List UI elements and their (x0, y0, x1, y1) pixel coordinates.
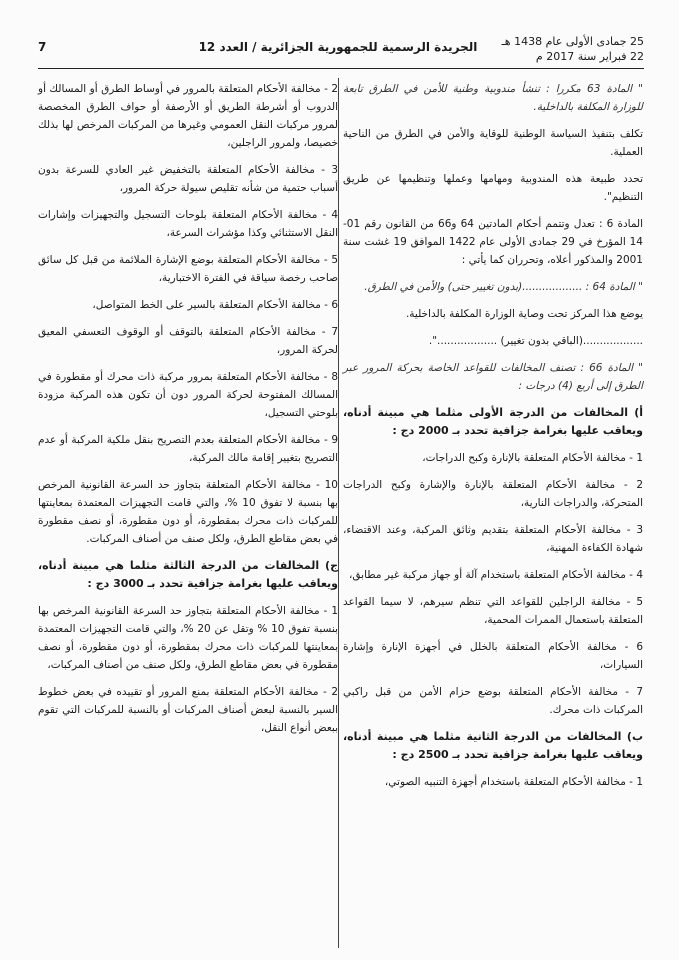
section-heading-a: أ) المخالفات من الدرجة الأولى مثلما هي مبينة أدناه، ويعاقب عليها بغرامة جزافية تحدد بـ 2000 دج : (343, 406, 643, 437)
list-item: 8 - مخالفة الأحكام المتعلقة بمرور مركبة ذات محرك أو مقطورة في المسالك المفتوحة لحركة المرور دون أن تكون هذه المركبة مزودة بلوحتي التسجيل، (38, 371, 338, 419)
issue-date (502, 34, 644, 64)
article-66: " المادة 66 : تصنف المخالفات للقواعد الخاصة بحركة المرور عبر الطرق إلى أربع (4) درجات : (343, 362, 643, 392)
paragraph: تحدد طبيعة هذه المندوبية ومهامها وعملها وتنظيمها عن طريق التنظيم". (343, 173, 643, 203)
date-hijri: 25 جمادى الأولى عام 1438 هـ (501, 35, 644, 48)
section-heading-b: ب) المخالفات من الدرجة الثانية مثلما هي مبينة أدناه، ويعاقب عليها بغرامة جزافية تحدد بـ 2500 دج : (343, 730, 643, 761)
list-item: 2 - مخالفة الأحكام المتعلقة بالمرور في أوساط الطرق أو المسالك أو الدروب أو أشرطة الطريق أو الأرصفة أو حواف الطرق المخصصة لمرور مركبات النقل العمومي وغيرها من المركبات المرخص لها بذلك خصيصا، ولمرور الراجلين، (38, 83, 338, 149)
paragraph: " المادة 63 مكررا : تنشأ مندوبية وطنية للأمن في الطرق تابعة للوزارة المكلفة بالداخلية. (343, 83, 643, 113)
list-item: 2 - مخالفة الأحكام المتعلقة بالإنارة والإشارة وكبح الدراجات المتحركة، والدراجات النارية، (343, 479, 643, 509)
column-divider (338, 78, 339, 948)
list-item: 1 - مخالفة الأحكام المتعلقة بتجاوز حد السرعة القانونية المرخص بها بنسبة تفوق 10 % وتقل عن 20 %، والتي قامت التجهيزات المعتمدة بمعاينتها للمركبات ذات محرك بمقطورة، أو دون مقطورة، أو نصف مقطورة في بعض مقاطع الطرق، ولكل صنف من أصناف المركبات، (38, 605, 338, 671)
paragraph: " المادة 64 : ..................(بدون تغيير حتى) والأمن في الطرق. (364, 281, 643, 293)
paragraph: يوضع هذا المركز تحت وصاية الوزارة المكلفة بالداخلية. (405, 308, 643, 320)
list-item: 6 - مخالفة الأحكام المتعلقة بالخلل في أجهزة الإنارة وإشارة السيارات، (343, 641, 643, 671)
list-item: 3 - مخالفة الأحكام المتعلقة بالتخفيض غير العادي للسرعة بدون أسباب حتمية من شأنه تقليص سيولة حركة المرور، (38, 164, 338, 194)
list-item: 1 - مخالفة الأحكام المتعلقة بالإنارة وكبح الدراجات، (422, 452, 643, 464)
left-column (38, 80, 338, 746)
article-6: المادة 6 : تعدل وتتمم أحكام المادتين 64 و66 من القانون رقم 01-14 المؤرخ في 29 جمادى الأولى عام 1422 الموافق 19 غشت سنة 2001 والمذكور أعلاه، وتحرران كما يأتي : (343, 218, 644, 266)
paragraph: ..................(الباقي بدون تغيير) ..................". (428, 335, 643, 347)
section-heading-c: ج) المخالفات من الدرجة الثالثة مثلما هي مبينة أدناه، ويعاقب عليها بغرامة جزافية تحدد بـ 3000 دج : (38, 559, 338, 590)
list-item: 10 - مخالفة الأحكام المتعلقة بتجاوز حد السرعة القانونية المرخص بها بنسبة لا تفوق 10 %، والتي قامت التجهيزات المعتمدة بمعاينتها للمركبات ذات محرك بمقطورة، أو دون مقطورة، أو نصف مقطورة في بعض مقاطع الطرق، ولكل صنف من أصناف المركبات. (38, 479, 338, 545)
list-item: 2 - مخالفة الأحكام المتعلقة بمنع المرور أو تقييده في بعض خطوط السير بالنسبة لبعض أصناف المركبات أو بالنسبة للمركبات التي تقوم ببعض أنواع النقل، (38, 686, 338, 734)
list-item: 7 - مخالفة الأحكام المتعلقة بوضع حزام الأمن من قبل راكبي المركبات ذات محرك. (343, 686, 643, 716)
right-column (343, 80, 643, 800)
list-item: 5 - مخالفة الأحكام المتعلقة بوضع الإشارة الملائمة من قبل كل سائق صاحب رخصة سياقة في الفترة الاختبارية، (38, 254, 338, 284)
gazette-title: الجريدة الرسمية للجمهورية الجزائرية / العدد 12 (198, 40, 478, 54)
list-item: 4 - مخالفة الأحكام المتعلقة باستخدام آلة أو جهاز مركبة غير مطابق، (349, 569, 643, 581)
list-item: 4 - مخالفة الأحكام المتعلقة بلوحات التسجيل والتجهيزات وإشارات النقل الاستثنائي وكذا مؤشرات السرعة، (38, 209, 338, 239)
list-item: 9 - مخالفة الأحكام المتعلقة بعدم التصريح بنقل ملكية المركبة أو عدم التصريح بتغيير إقامة مالك المركبة، (38, 434, 338, 464)
list-item: 5 - مخالفة الراجلين للقواعد التي تنظم سيرهم، لا سيما القواعد المتعلقة باستعمال الممرات المحمية، (343, 596, 643, 626)
list-item: 7 - مخالفة الأحكام المتعلقة بالتوقف أو الوقوف التعسفي المعيق لحركة المرور، (38, 326, 338, 356)
list-item: 3 - مخالفة الأحكام المتعلقة بتقديم وثائق المركبة، وعند الاقتضاء، شهادة الكفاءة المهنية، (343, 524, 643, 554)
paragraph: تكلف بتنفيذ السياسة الوطنية للوقاية والأمن في الطرق من الناحية العملية. (343, 128, 643, 158)
list-item: 1 - مخالفة الأحكام المتعلقة باستخدام أجهزة التنبيه الصوتي، (384, 776, 643, 788)
page-number: 7 (38, 40, 47, 54)
page-header (38, 34, 644, 69)
list-item: 6 - مخالفة الأحكام المتعلقة بالسير على الخط المتواصل، (92, 299, 338, 311)
date-gregorian: 22 فبراير سنة 2017 م (535, 50, 644, 63)
